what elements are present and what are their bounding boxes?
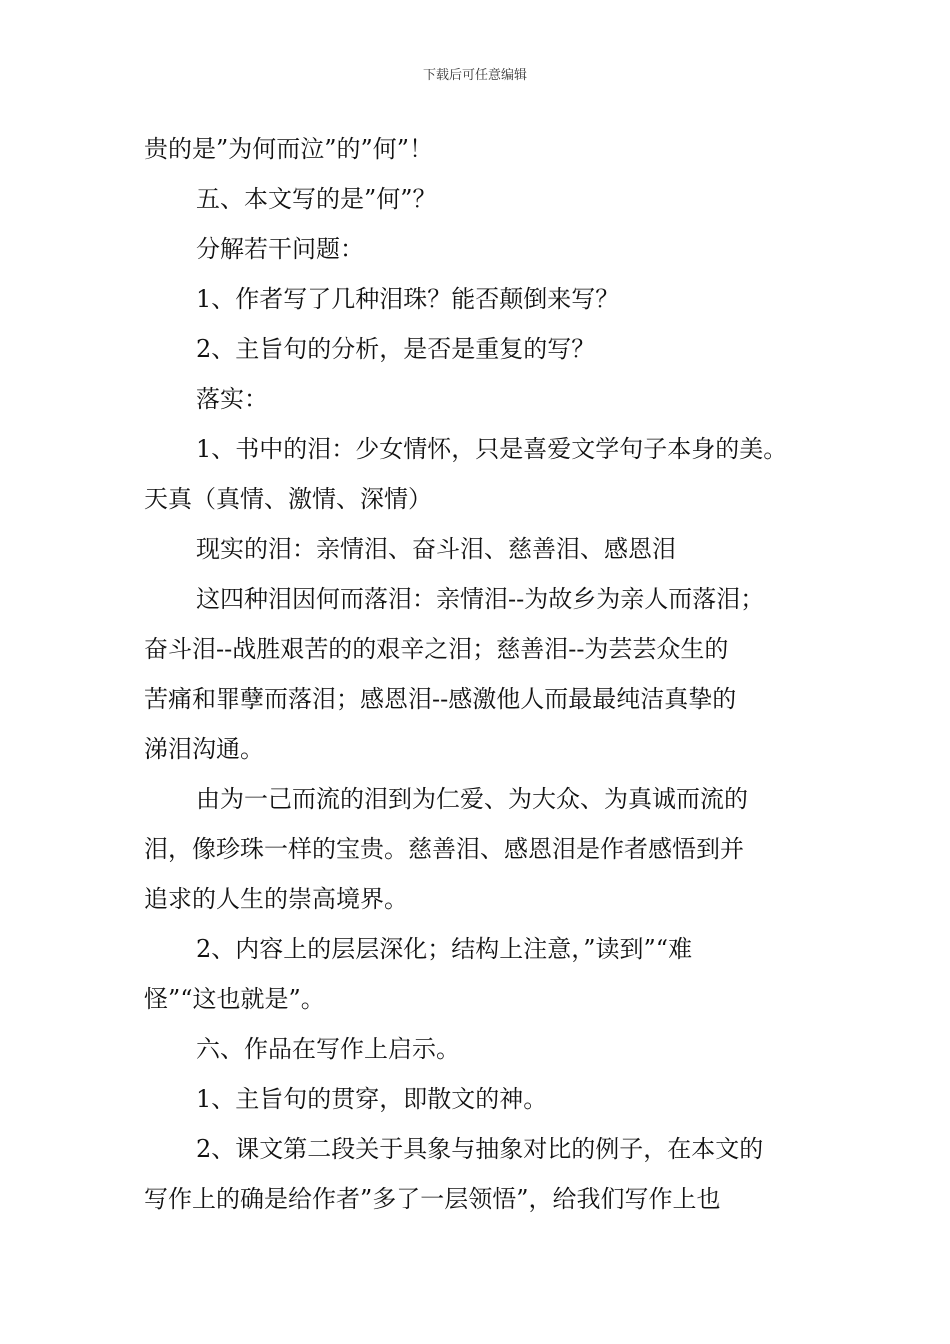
- list-item: 2、课文第二段关于具象与抽象对比的例子，在本文的: [196, 1135, 764, 1163]
- list-item: 1、主旨句的贯穿，即散文的神。: [196, 1085, 548, 1113]
- section-heading: 六、作品在写作上启示。: [196, 1035, 460, 1063]
- list-item: 2、内容上的层层深化；结构上注意，”读到”“难: [196, 935, 693, 963]
- text-line: 追求的人生的崇高境界。: [144, 885, 408, 913]
- text-line: 泪，像珍珠一样的宝贵。慈善泪、感恩泪是作者感悟到并: [144, 835, 744, 863]
- text-line: 苦痛和罪孽而落泪；感恩泪--感激他人而最最纯洁真挚的: [144, 685, 737, 713]
- text-line: 现实的泪：亲情泪、奋斗泪、慈善泪、感恩泪: [196, 535, 676, 563]
- text-line: 由为一己而流的泪到为仁爱、为大众、为真诚而流的: [196, 785, 748, 813]
- text-line: 这四种泪因何而落泪：亲情泪--为故乡为亲人而落泪；: [196, 585, 765, 613]
- text-line: 涕泪沟通。: [144, 735, 264, 763]
- text-line: 贵的是”为何而泣”的”何”！: [144, 135, 434, 163]
- section-heading: 五、本文写的是”何”？: [196, 185, 437, 213]
- text-line: 怪”“这也就是”。: [144, 985, 325, 1013]
- list-item: 2、主旨句的分析，是否是重复的写？: [196, 335, 596, 363]
- list-item: 1、书中的泪：少女情怀，只是喜爱文学句子本身的美。: [196, 435, 788, 463]
- text-line: 奋斗泪--战胜艰苦的的艰辛之泪；慈善泪--为芸芸众生的: [144, 635, 729, 663]
- text-line: 写作上的确是给作者”多了一层领悟”，给我们写作上也: [144, 1185, 721, 1213]
- text-line: 落实：: [196, 385, 268, 413]
- list-item: 1、作者写了几种泪珠？能否颠倒来写？: [196, 285, 620, 313]
- text-line: 分解若干问题：: [196, 235, 364, 263]
- page-header: 下载后可任意编辑: [422, 68, 527, 83]
- text-line: 天真（真情、激情、深情）: [144, 485, 432, 513]
